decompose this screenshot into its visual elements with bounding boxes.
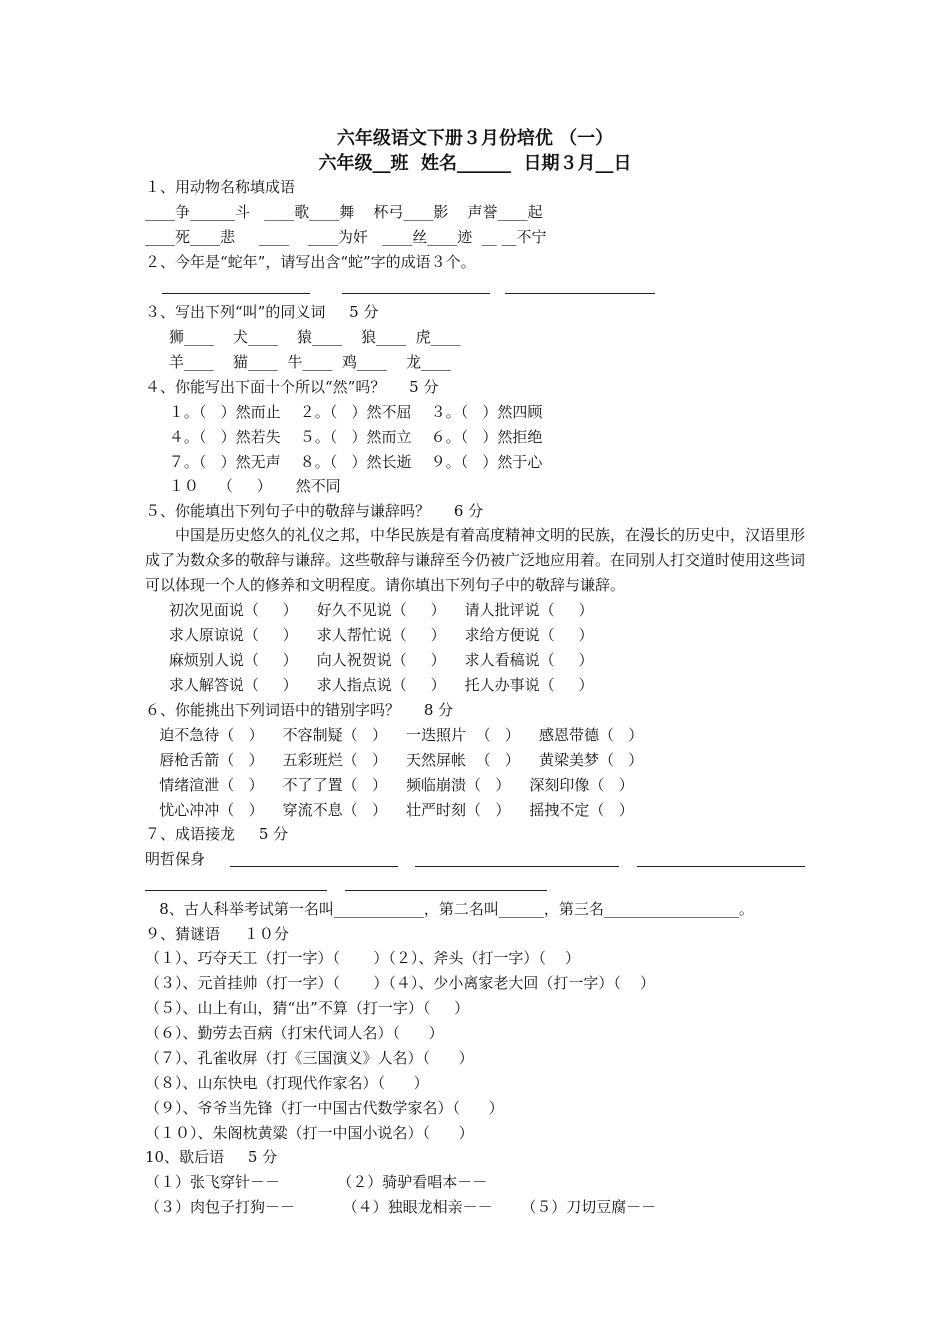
- q5-row-1: 初次见面说（ ） 好久不见说（ ） 请人批评说（ ）: [145, 601, 594, 619]
- q5-row-3: 麻烦别人说（ ） 向人祝贺说（ ） 求人看稿说（ ）: [145, 651, 594, 669]
- q7-answer-line-3[interactable]: [637, 866, 805, 867]
- q3-row-2: 羊____ 猫____ 牛____ 鸡____ 龙____: [145, 353, 452, 371]
- q3-row-1: 狮____ 犬____ 猿____ 狼____ 虎____: [145, 328, 461, 346]
- q9-row-4: （６）、勤劳去百病（打宋代词人名）（ ）: [145, 1024, 444, 1042]
- q2-answer-line-3[interactable]: [505, 293, 655, 294]
- q4-row-3: ７。（ ）然无声 ８。（ ）然长逝 ９。（ ）然于心: [145, 453, 543, 471]
- q4-title: ４、你能写出下面十个所以“然”吗？ 5 分: [145, 378, 439, 396]
- page-title: 六年级语文下册３月份培优 （一）: [336, 128, 614, 149]
- q1-title: １、用动物名称填成语: [145, 178, 296, 196]
- q5-row-2: 求人原谅说（ ） 求人帮忙说（ ） 求给方便说（ ）: [145, 626, 594, 644]
- q10-row-2: （３）肉包子打狗－－ （４）独眼龙相亲－－ （５）刀切豆腐－－: [145, 1198, 657, 1216]
- q9-row-3: （５）、山上有山，猜“出”不算（打一字）（ ）: [145, 999, 470, 1017]
- q9-row-5: （７）、孔雀收屏（打《三国演义》人名）（ ）: [145, 1049, 474, 1067]
- q5-paragraph: 中国是历史悠久的礼仪之邦，中华民族是有着高度精神文明的民族，在漫长的历史中，汉语里形成了为数众多的敬辞与谦辞。这些敬辞与谦辞至今仍被广泛地应用着。在同别人打交道时使用这些词可以体现一个人的修养和文明程度。请你填出下列句子中的敬辞与谦辞。: [145, 526, 806, 594]
- q6-row-1: 迫不急待（ ） 不容制疑（ ） 一迭照片 （ ） 感恩带德（ ）: [145, 726, 644, 744]
- q4-row-1: １。（ ）然而止 ２。（ ）然不屈 ３。（ ）然四顾: [145, 403, 543, 421]
- q2-title: ２、今年是“蛇年”，请写出含“蛇”字的成语３个。: [145, 253, 476, 271]
- q7-start-idiom: 明哲保身: [145, 850, 206, 868]
- q10-title: 10、歇后语 5 分: [145, 1148, 278, 1166]
- q9-title: ９、猜谜语 １０分: [145, 925, 289, 943]
- q3-title: ３、写出下列“叫”的同义词 5 分: [145, 303, 379, 321]
- q7-title: ７、成语接龙 5 分: [145, 825, 289, 843]
- q9-row-7: （９）、爷爷当先锋（打一中国古代数学家名）（ ）: [145, 1099, 504, 1117]
- q6-row-4: 忧心冲冲（ ） 穿流不息（ ） 壮严时刻（ ） 摇拽不定（ ）: [145, 801, 634, 819]
- q7-answer-line-2[interactable]: [415, 866, 619, 867]
- q9-row-8: （１０）、朱阁枕黄粱（打一中国小说名）（ ）: [145, 1124, 474, 1142]
- q7-answer-line-1[interactable]: [230, 866, 398, 867]
- student-info-line: 六年级__班 姓名______ 日期３月__日: [318, 153, 632, 174]
- q7-answer-line-5[interactable]: [345, 890, 547, 891]
- q6-row-3: 情绪渲泄（ ） 不了了置（ ） 频临崩溃（ ） 深刻印像（ ）: [145, 776, 634, 794]
- q4-row-2: ４。（ ）然若失 ５。（ ）然而立 ６。（ ）然拒绝: [145, 428, 543, 446]
- q5-title: ５、你能填出下列句子中的敬辞与谦辞吗？ 6 分: [145, 502, 484, 520]
- q4-row-4: １０ （ ） 然不同: [145, 477, 341, 495]
- q1-row-2: ____死____悲 ____ ____为奸 ____丝____迹 __ __不宁: [145, 228, 547, 246]
- q8-text: 8、古人科举考试第一名叫____________，第二名叫______，第三名__________________。: [145, 900, 754, 918]
- q10-row-1: （１）张飞穿针－－ （２）骑驴看唱本－－: [145, 1173, 488, 1191]
- q6-title: ６、你能挑出下列词语中的错别字吗？ 8 分: [145, 701, 454, 719]
- q9-row-2: （３）、元首挂帅（打一字）（ ）（４）、少小离家老大回（打一字）（ ）: [145, 974, 655, 992]
- q6-row-2: 唇枪舌箭（ ） 五彩班烂（ ） 天然屏帐 （ ） 黄梁美梦（ ）: [145, 751, 644, 769]
- q2-answer-line-2[interactable]: [342, 293, 490, 294]
- q9-row-6: （８）、山东快电（打现代作家名）（ ）: [145, 1074, 429, 1092]
- q1-row-1: ____争______斗 ____歌____舞 杯弓____影 声誉____起: [145, 203, 543, 221]
- q7-answer-line-4[interactable]: [145, 890, 327, 891]
- q5-row-4: 求人解答说（ ） 求人指点说（ ） 托人办事说（ ）: [145, 676, 594, 694]
- q9-row-1: （１）、巧夺天工（打一字）（ ）（２）、斧头（打一字）（ ）: [145, 949, 580, 967]
- q2-answer-line-1[interactable]: [162, 293, 310, 294]
